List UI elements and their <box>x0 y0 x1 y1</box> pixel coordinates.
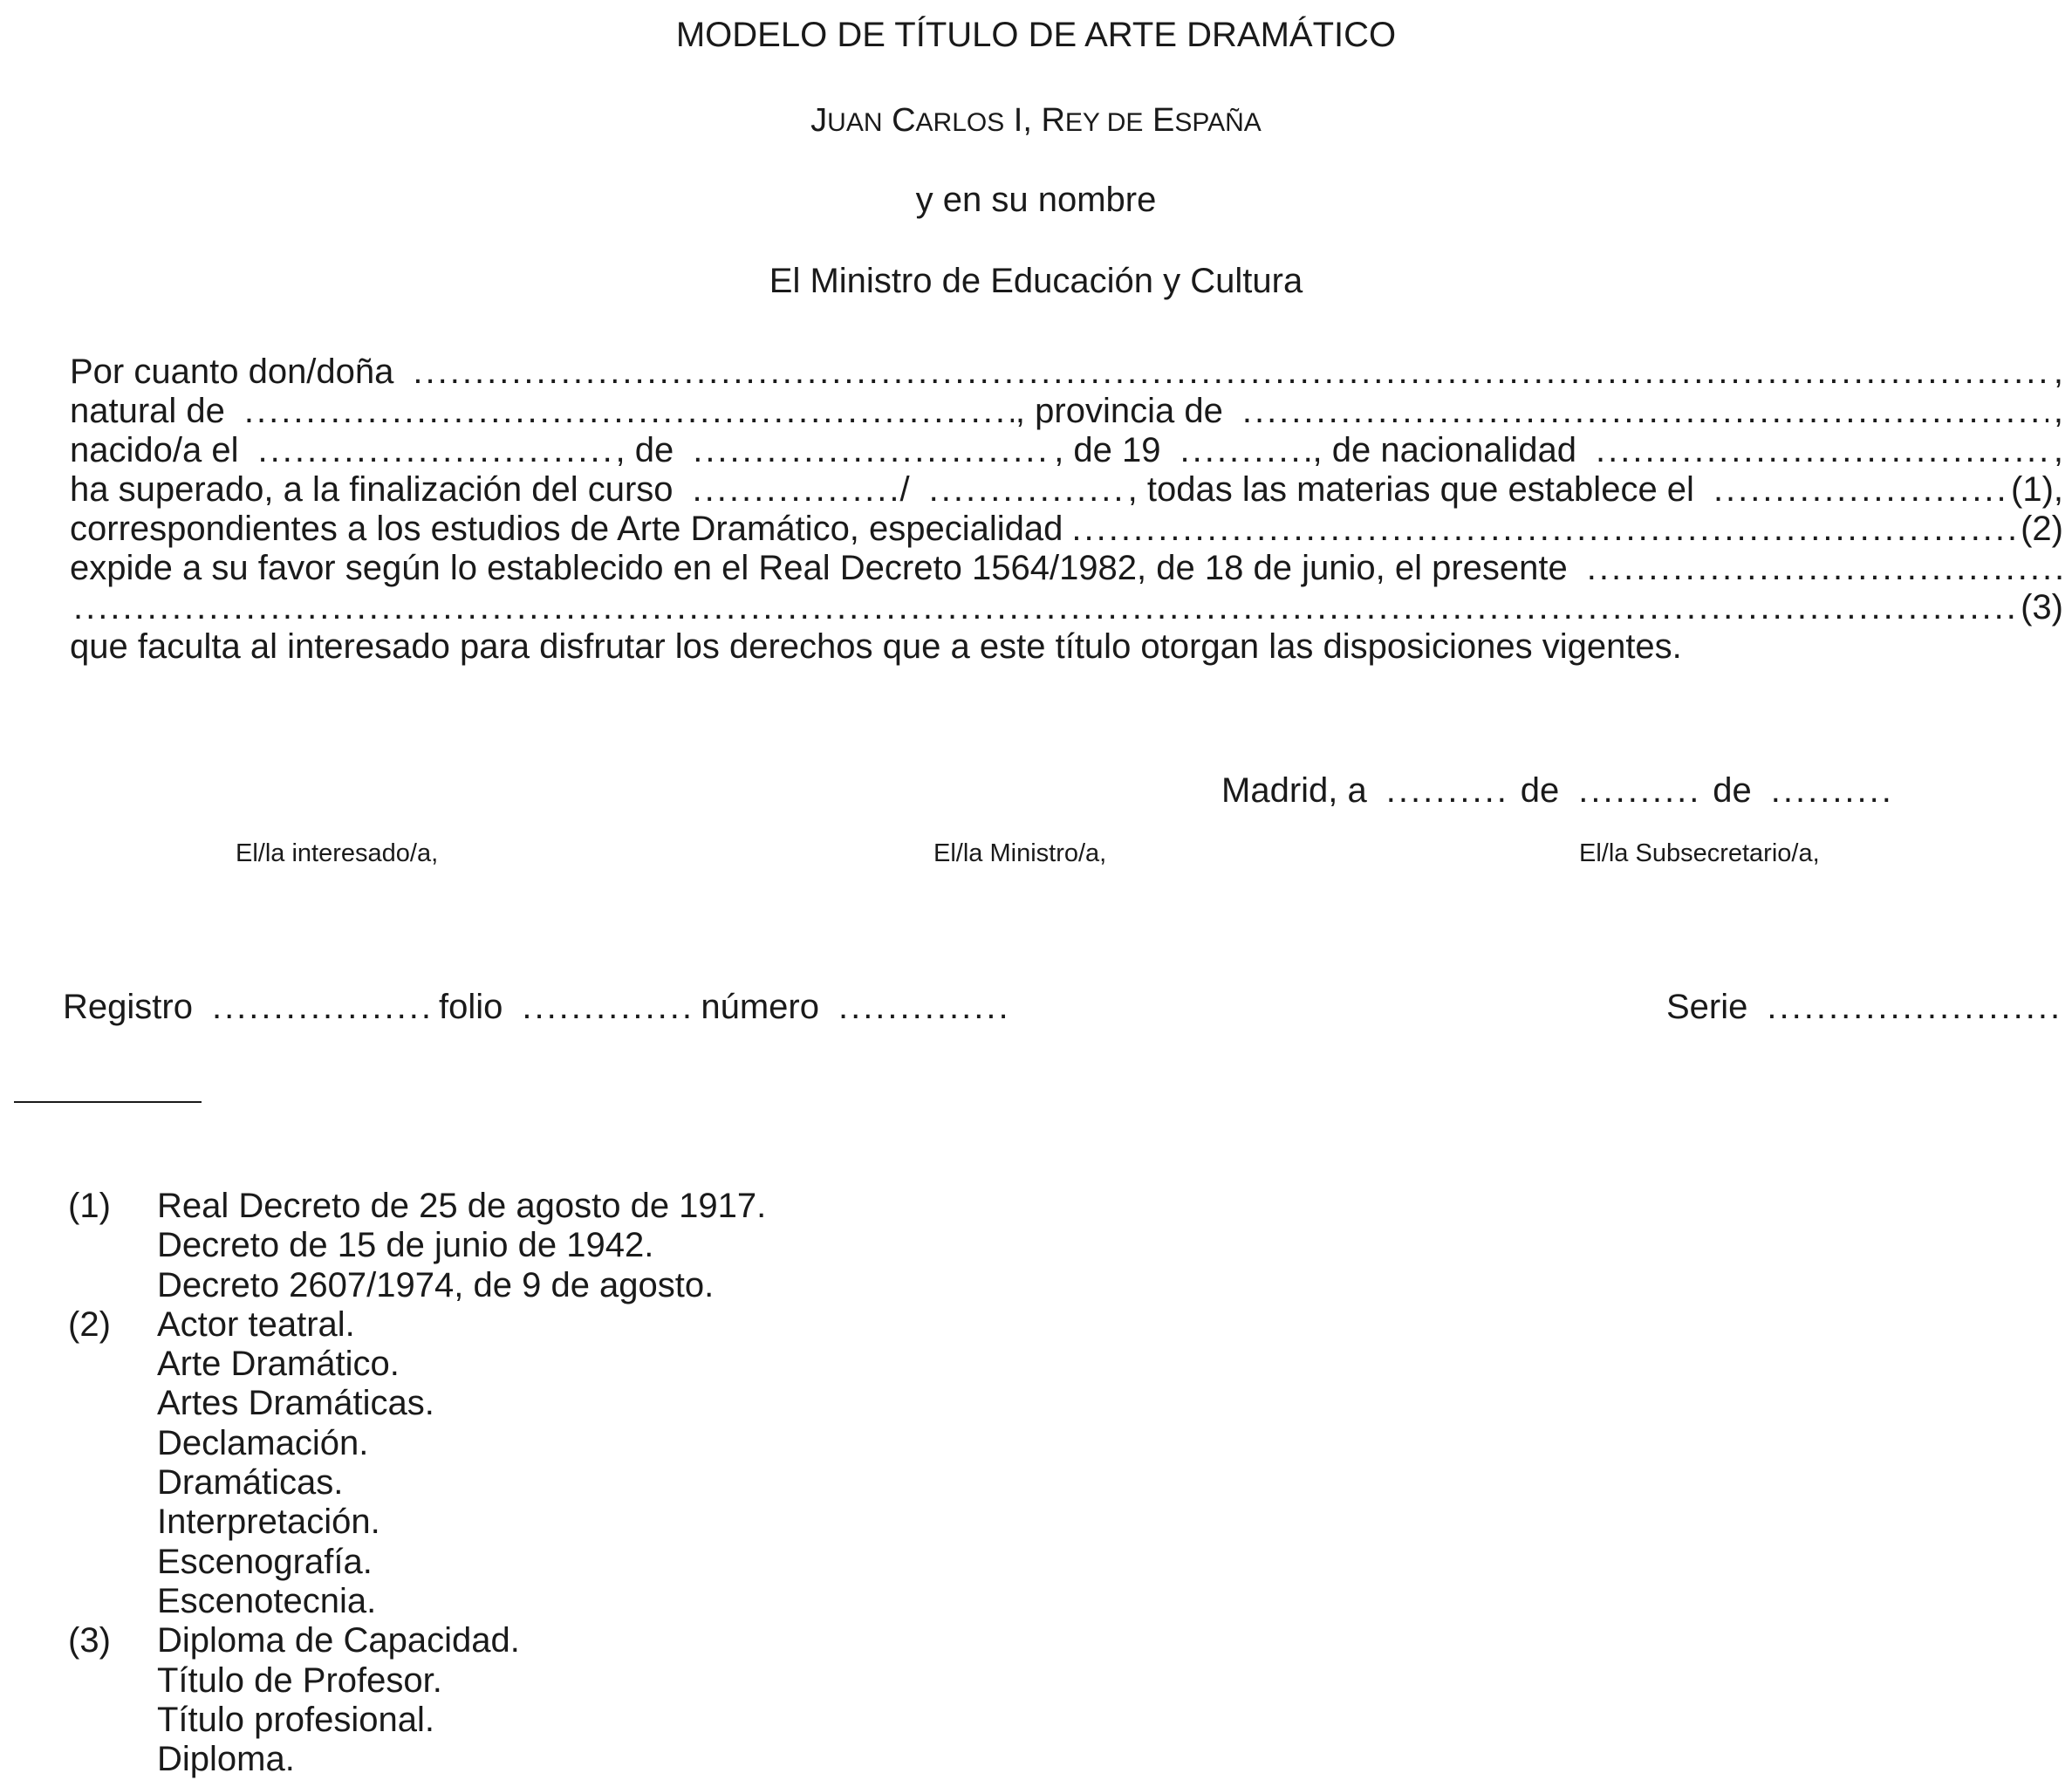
footnote <box>68 1305 766 1621</box>
footnote-divider <box>14 1101 202 1103</box>
registro-fill-field[interactable] <box>212 988 430 1027</box>
footnote-items <box>157 1187 766 1305</box>
king-heading-part: E <box>1143 102 1175 139</box>
body-line-course <box>70 470 2063 510</box>
footnote-item: Diploma. <box>157 1740 295 1779</box>
line-punct: , <box>2053 392 2063 430</box>
birth-year-label: , de 19 <box>1054 431 1161 469</box>
birth-month-fill-field[interactable] <box>693 431 1052 470</box>
body-line-rights <box>70 627 2063 667</box>
document-title: MODELO DE TÍTULO DE ARTE DRAMÁTICO <box>675 16 1397 54</box>
footnote-item: Real Decreto de 25 de agosto de 1917. <box>157 1187 767 1225</box>
course-start-fill-field[interactable] <box>693 470 899 510</box>
footnote-item: Decreto de 15 de junio de 1942. <box>157 1226 654 1265</box>
body-line-birthplace <box>70 392 2063 431</box>
footnote-number: (2) <box>68 1304 111 1344</box>
birth-day-fill-field[interactable] <box>257 431 613 470</box>
body-line-decree <box>70 549 2063 588</box>
footnote <box>68 1621 766 1779</box>
body-line-name <box>70 353 2063 392</box>
regulation-fill-field[interactable] <box>1713 470 2009 510</box>
footnote-items <box>157 1621 520 1779</box>
serie-line <box>1666 988 2063 1027</box>
birth-year-fill-field[interactable] <box>1180 431 1311 470</box>
decree-label: expide a su favor según lo establecido en el Real Decreto 1564/1982, de 18 de junio, el presente <box>70 549 1568 587</box>
date-line <box>1221 771 1945 811</box>
body-line-birthdate <box>70 431 2063 470</box>
body-line-specialty <box>70 510 2063 549</box>
footnote-item: Escenotecnia. <box>157 1581 377 1620</box>
king-heading-part: ARLOS <box>915 108 1005 137</box>
date-de-label: de <box>1520 771 1560 810</box>
body-line-title-continued <box>70 588 2063 627</box>
specialty-fill-field[interactable] <box>1071 510 2019 549</box>
date-year-fill-field[interactable] <box>1771 771 1893 811</box>
registro-label: Registro <box>63 988 193 1026</box>
footnote <box>68 1187 766 1305</box>
footnote-item: Actor teatral. <box>157 1304 355 1344</box>
king-heading-part: UAN <box>827 108 883 137</box>
footnote-item: Escenografía. <box>157 1542 373 1581</box>
footnote-item: Interpretación. <box>157 1503 380 1542</box>
line-punct: , <box>2053 353 2063 391</box>
signer-interested: El/la interesado/a, <box>236 839 439 867</box>
name-label: Por cuanto don/doña <box>70 353 394 391</box>
footnote-item: Título profesional. <box>157 1700 434 1739</box>
birthplace-label: natural de <box>70 392 225 430</box>
nationality-label: , de nacionalidad <box>1312 431 1576 469</box>
footnote-item: Dramáticas. <box>157 1463 344 1503</box>
course-end-fill-field[interactable] <box>929 470 1126 510</box>
footnote-item: Decreto 2607/1974, de 9 de agosto. <box>157 1265 715 1304</box>
king-heading-part: I, R <box>1004 102 1065 139</box>
footnote-ref-3: (3) <box>2021 588 2063 626</box>
date-place-label: Madrid, a <box>1221 771 1367 810</box>
specialty-label: correspondientes a los estudios de Arte Dramático, especialidad <box>70 510 1063 548</box>
date-month-fill-field[interactable] <box>1578 771 1700 811</box>
king-heading-part: J <box>810 102 828 139</box>
serie-label: Serie <box>1666 988 1748 1026</box>
course-label: ha superado, a la finalización del curso <box>70 470 674 509</box>
footnote-item: Arte Dramático. <box>157 1345 400 1384</box>
name-fill-field[interactable] <box>413 353 2048 392</box>
nationality-fill-field[interactable] <box>1596 431 2048 470</box>
footnote-item: Diploma de Capacidad. <box>157 1621 520 1660</box>
minister-heading: El Ministro de Educación y Cultura <box>769 262 1303 300</box>
signer-undersecretary: El/la Subsecretario/a, <box>1579 839 1820 867</box>
footnote-items <box>157 1305 434 1621</box>
footnote-item: Declamación. <box>157 1423 369 1462</box>
footnote-item: Artes Dramáticas. <box>157 1384 434 1423</box>
province-label: , provincia de <box>1015 392 1223 430</box>
certificate-body <box>70 353 2063 667</box>
birth-month-label: , de <box>615 431 674 469</box>
date-de-label: de <box>1713 771 1752 810</box>
footnote-number: (3) <box>68 1621 111 1660</box>
course-slash: / <box>899 470 910 509</box>
numero-fill-field[interactable] <box>838 988 1009 1027</box>
folio-label: folio <box>438 988 503 1026</box>
king-heading-part: EY DE <box>1064 108 1144 137</box>
rights-text: que faculta al interesado para disfrutar los derechos que a este título otorgan las disposiciones vigentes. <box>70 627 1682 666</box>
footnote-ref-2: (2) <box>2021 510 2063 548</box>
footnote-ref-1: (1), <box>2011 470 2063 509</box>
title-type-fill-field[interactable] <box>1587 549 2063 588</box>
footnote-item: Título de Profesor. <box>157 1660 442 1700</box>
signer-minister: El/la Ministro/a, <box>933 839 1107 867</box>
subjects-label: , todas las materias que establece el <box>1127 470 1694 509</box>
serie-fill-field[interactable] <box>1767 988 2063 1027</box>
province-fill-field[interactable] <box>1242 392 2048 431</box>
line-punct: , <box>2053 431 2063 469</box>
birthplace-fill-field[interactable] <box>244 392 1014 431</box>
title-type-fill-field-continued[interactable] <box>73 588 2019 627</box>
king-heading-part: SPAÑA <box>1174 108 1262 137</box>
registry-line <box>63 988 1188 1027</box>
king-heading-part: C <box>882 102 916 139</box>
king-heading <box>0 102 2072 140</box>
folio-fill-field[interactable] <box>522 988 692 1027</box>
date-day-fill-field[interactable] <box>1386 771 1508 811</box>
in-name-heading: y en su nombre <box>915 181 1157 219</box>
footnote-number: (1) <box>68 1187 111 1225</box>
birthdate-label: nacido/a el <box>70 431 239 469</box>
numero-label: número <box>701 988 819 1026</box>
footnotes <box>68 1187 766 1779</box>
